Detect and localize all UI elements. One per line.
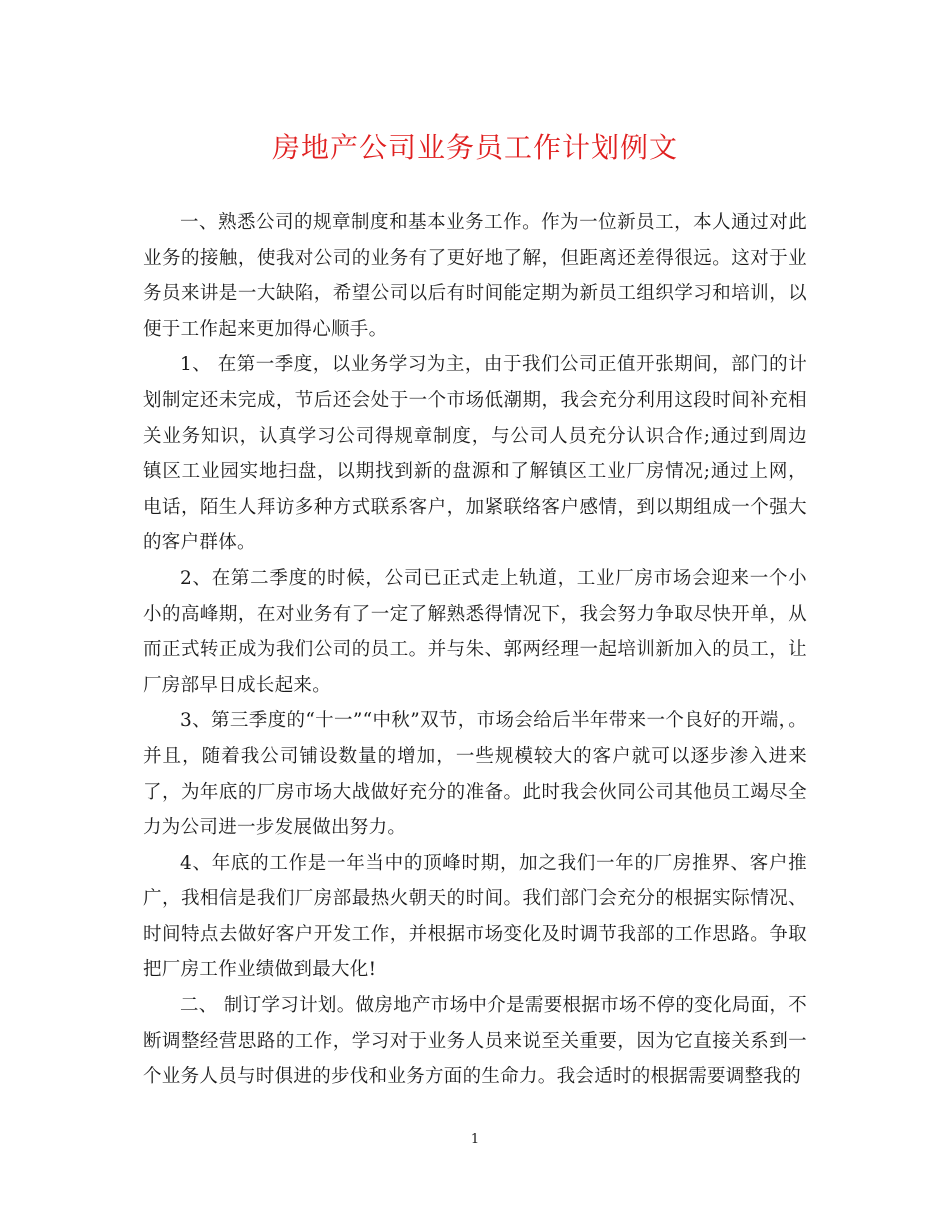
paragraph-q3: 3、第三季度的“十一”“中秋”双节，市场会给后半年带来一个良好的开端，。并且，随着我公司铺设数量的增加，一些规模较大的客户就可以逐步渗入进来了，为年底的厂房市场大战做好充分的准备。此时我会伙同公司其他员工竭尽全力为公司进一步发展做出努力。 [143, 710, 807, 839]
paragraph-q1: 1、 在第一季度，以业务学习为主，由于我们公司正值开张期间，部门的计划制定还未完成，节后还会处于一个市场低潮期，我会充分利用这段时间补充相关业务知识，认真学习公司得规章制度，与公司人员充分认识合作;通过到周边镇区工业园实地扫盘，以期找到新的盘源和了解镇区工业厂房情况;通过上网，电话，陌生人拜访多种方式联系客户，加紧联络客户感情，到以期组成一个强大的客户群体。 [143, 354, 807, 554]
paragraph-q2: 2、在第二季度的时候，公司已正式走上轨道，工业厂房市场会迎来一个小小的高峰期，在对业务有了一定了解熟悉得情况下，我会努力争取尽快开单，从而正式转正成为我们公司的员工。并与朱、郭两经理一起培训新加入的员工，让厂房部早日成长起来。 [143, 567, 807, 696]
page-number: 1 [470, 1132, 480, 1147]
paragraph-section-two: 二、 制订学习计划。做房地产市场中介是需要根据市场不停的变化局面，不断调整经营思路的工作，学习对于业务人员来说至关重要，因为它直接关系到一个业务人员与时俱进的步伐和业务方面的生命力。我会适时的根据需要调整我的 [143, 995, 807, 1088]
document-body [143, 205, 807, 1095]
paragraph-q4: 4、年底的工作是一年当中的顶峰时期，加之我们一年的厂房推界、客户推广，我相信是我们厂房部最热火朝天的时间。我们部门会充分的根据实际情况、时间特点去做好客户开发工作，并根据市场变化及时调节我部的工作思路。争取把厂房工作业绩做到最大化! [143, 852, 807, 981]
document-title: 房地产公司业务员工作计划例文 [271, 131, 678, 164]
paragraph-section-one: 一、熟悉公司的规章制度和基本业务工作。作为一位新员工，本人通过对此业务的接触，使我对公司的业务有了更好地了解，但距离还差得很远。这对于业务员来讲是一大缺陷，希望公司以后有时间能定期为新员工组织学习和培训，以便于工作起来更加得心顺手。 [143, 212, 807, 340]
